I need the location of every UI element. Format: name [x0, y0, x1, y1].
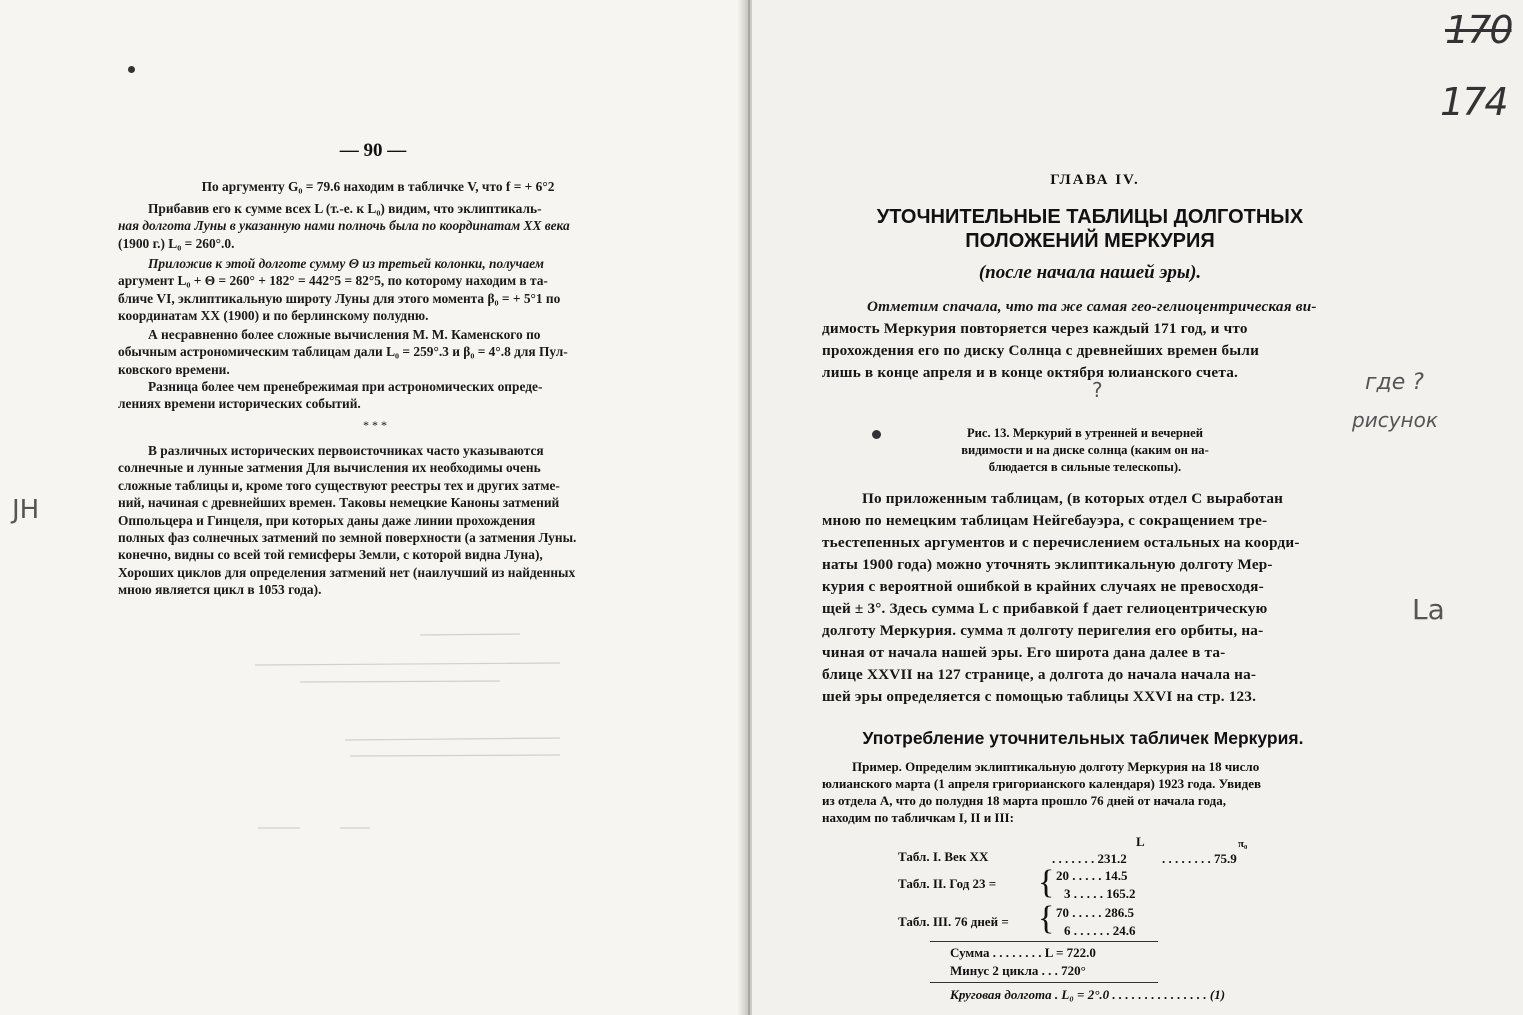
text-line: курия с вероятной ошибкой в крайних случаях не превосходя- — [822, 578, 1264, 595]
text-line: юлианского марта (1 апреля григорианского календаря) 1923 года. Увидев — [822, 776, 1261, 791]
text-line: По приложенным таблицам, (в которых отдел С выработан — [862, 490, 1284, 507]
text-line: прохождения его по диску Солнца с древнейших времен были — [822, 342, 1260, 359]
text-line: чиная от начала нашей эры. Его широта дана далее в та- — [822, 644, 1226, 661]
row-label: Табл. II. Год 23 = — [898, 876, 997, 891]
bleed-through-ghost — [0, 0, 752, 1015]
row-value-L: . . . . . . . 231.2 — [1052, 851, 1127, 866]
row-label: Табл. I. Век XX — [898, 849, 989, 864]
chapter-title-line-2: ПОЛОЖЕНИЙ МЕРКУРИЯ — [965, 230, 1215, 252]
text-line: шей эры определяется с помощью таблицы XXVI на стр. 123. — [822, 688, 1257, 705]
text-line: Разница более чем пренебрежимая при астрономических опреде- — [148, 379, 543, 394]
text-line: Прибавив его к сумме всех L (т.-е. к L₀) видим, что эклиптикаль- — [148, 201, 542, 216]
text-line: полных фаз солнечных затмений по земной поверхности (а затмения Луны. — [118, 530, 577, 546]
margin-note: ? — [1092, 378, 1103, 402]
row-value: 6 . . . . . . 24.6 — [1064, 923, 1136, 938]
col-header-L: L — [1136, 834, 1145, 849]
text-line: долготу Меркурия. сумма π долготу перигелия его орбиты, на- — [822, 622, 1264, 639]
text-line: Пример. Определим эклиптикальную долготу Меркурия на 18 число — [852, 759, 1260, 774]
text-line: конечно, видны со всей той гемисферы Земли, с которой видна Луна), — [118, 547, 543, 563]
caption-line: Рис. 13. Меркурий в утренней и вечерней — [966, 426, 1204, 440]
text-line: аргумент L₀ + Θ = 260° + 182° = 442°5 = 82°5, по которому находим в та- — [118, 273, 548, 289]
row-value: 3 . . . . . 165.2 — [1064, 886, 1136, 901]
text-line: наты 1900 года) можно уточнять эклиптикальную долготу Мер- — [822, 556, 1273, 573]
text-line: ковского времени. — [118, 361, 230, 377]
caption-line: видимости и на диске солнца (каким он на- — [961, 443, 1209, 457]
text-line: Оппольцера и Гинцеля, при которых даны даже линии прохождения — [118, 512, 536, 528]
final-line: Круговая долгота . L₀ = 2°.0 . . . . . . . . . . . . . . . (1) — [950, 987, 1226, 1002]
page-number: — 90 — — [339, 140, 407, 161]
text-line: Хороших циклов для определения затмений нет (наилучший из найденных — [118, 564, 576, 580]
margin-note: La — [1412, 593, 1445, 626]
corner-number-crossed: 170 — [1445, 8, 1512, 52]
section-heading: Употребление уточнительных табличек Меркурия. — [862, 728, 1304, 748]
text-line: обычным астрономическим таблицам дали L₀ = 259°.3 и β₀ = 4°.8 для Пул- — [118, 344, 568, 360]
text-line: тьестепенных аргументов и с перечислением остальных на коорди- — [822, 534, 1300, 551]
text-line: А несравненно более сложные вычисления М. М. Каменского по — [148, 327, 541, 342]
text-line: щей ± 3°. Здесь сумма L с прибавкой f дает гелиоцентрическую — [822, 600, 1268, 617]
chapter-label: ГЛАВА IV. — [1050, 172, 1140, 188]
row-value: 70 . . . . . 286.5 — [1056, 905, 1134, 920]
example-paragraph — [822, 758, 1344, 826]
result-rule — [930, 982, 1158, 983]
sum-line: Сумма . . . . . . . . L = 722.0 — [950, 945, 1096, 960]
corner-number: 174 — [1440, 80, 1507, 124]
row-label: Табл. III. 76 дней = — [898, 914, 1009, 929]
chapter-title-line-1: УТОЧНИТЕЛЬНЫЕ ТАБЛИЦЫ ДОЛГОТНЫХ — [876, 206, 1304, 228]
text-line: солнечные и лунные затмения Для вычисления их необходимы очень — [118, 460, 541, 476]
margin-note: где ? — [1365, 370, 1424, 395]
text-line: лениях времени исторических событий. — [118, 396, 361, 412]
asterism: * * * — [363, 418, 387, 432]
text-line: ний, начиная с древнейших времен. Таковы немецкие Каноны затмений — [118, 495, 560, 511]
text-line: лишь в конце апреля и в конце октября юлианского счета. — [822, 364, 1238, 381]
sum-rule — [930, 941, 1158, 942]
caption-line: блюдается в сильные телескопы). — [988, 460, 1182, 474]
minus-line: Минус 2 цикла . . . 720° — [950, 963, 1086, 978]
chapter-subtitle: (после начала нашей эры). — [978, 262, 1202, 283]
text-line: бличе VI, эклиптикальную широту Луны для этого момента β₀ = + 5°1 по — [118, 290, 561, 306]
text-line: (1900 г.) L₀ = 260°.0. — [118, 235, 235, 251]
margin-note-jh: JH — [12, 495, 40, 525]
body-paragraph — [822, 488, 1344, 708]
figure-caption — [920, 425, 1250, 476]
margin-note: рисунок — [1352, 408, 1438, 432]
brace: { — [1038, 864, 1055, 901]
text-line: Отметим спачала, что та же самая гео-гелиоцентрическая ви- — [867, 298, 1317, 315]
col-header-pi: π₀ — [1238, 838, 1248, 850]
intro-paragraph — [822, 296, 1344, 384]
text-line: ная долгота Луны в указанную нами полночь была по координатам XX века — [118, 218, 570, 234]
row-value-pi: . . . . . . . . 75.9 — [1162, 851, 1237, 866]
row-value: 20 . . . . . 14.5 — [1056, 868, 1128, 883]
text-line: блице XXVII на 127 странице, а долгота до начала начала на- — [822, 666, 1257, 683]
left-page — [0, 0, 752, 1015]
brace: { — [1038, 900, 1055, 937]
text-line: В различных исторических первоисточниках часто указываются — [148, 443, 544, 458]
text-line: димость Меркурия повторяется через каждый 171 год, и что — [822, 320, 1248, 337]
text-line: По аргументу G₀ = 79.6 находим в табличке V, что f = + 6°2 — [201, 179, 555, 194]
text-line: сложные таблицы и, кроме того существуют реестры тех и других затме- — [118, 477, 560, 493]
figure-marker — [872, 430, 881, 439]
text-line: из отдела А, что до полудня 18 марта прошло 76 дней от начала года, — [822, 793, 1226, 808]
page-speck — [128, 66, 135, 73]
text-line: мною по немецким таблицам Нейгебауэра, с сокращением тре- — [822, 512, 1268, 529]
text-line: Приложив к этой долготе сумму Θ из третьей колонки, получаем — [148, 256, 544, 271]
text-line: находим по табличкам I, II и III: — [822, 810, 1014, 825]
text-line: координатам XX (1900) и по берлинскому полудню. — [118, 308, 429, 324]
text-line: мною является цикл в 1053 года). — [118, 582, 322, 598]
